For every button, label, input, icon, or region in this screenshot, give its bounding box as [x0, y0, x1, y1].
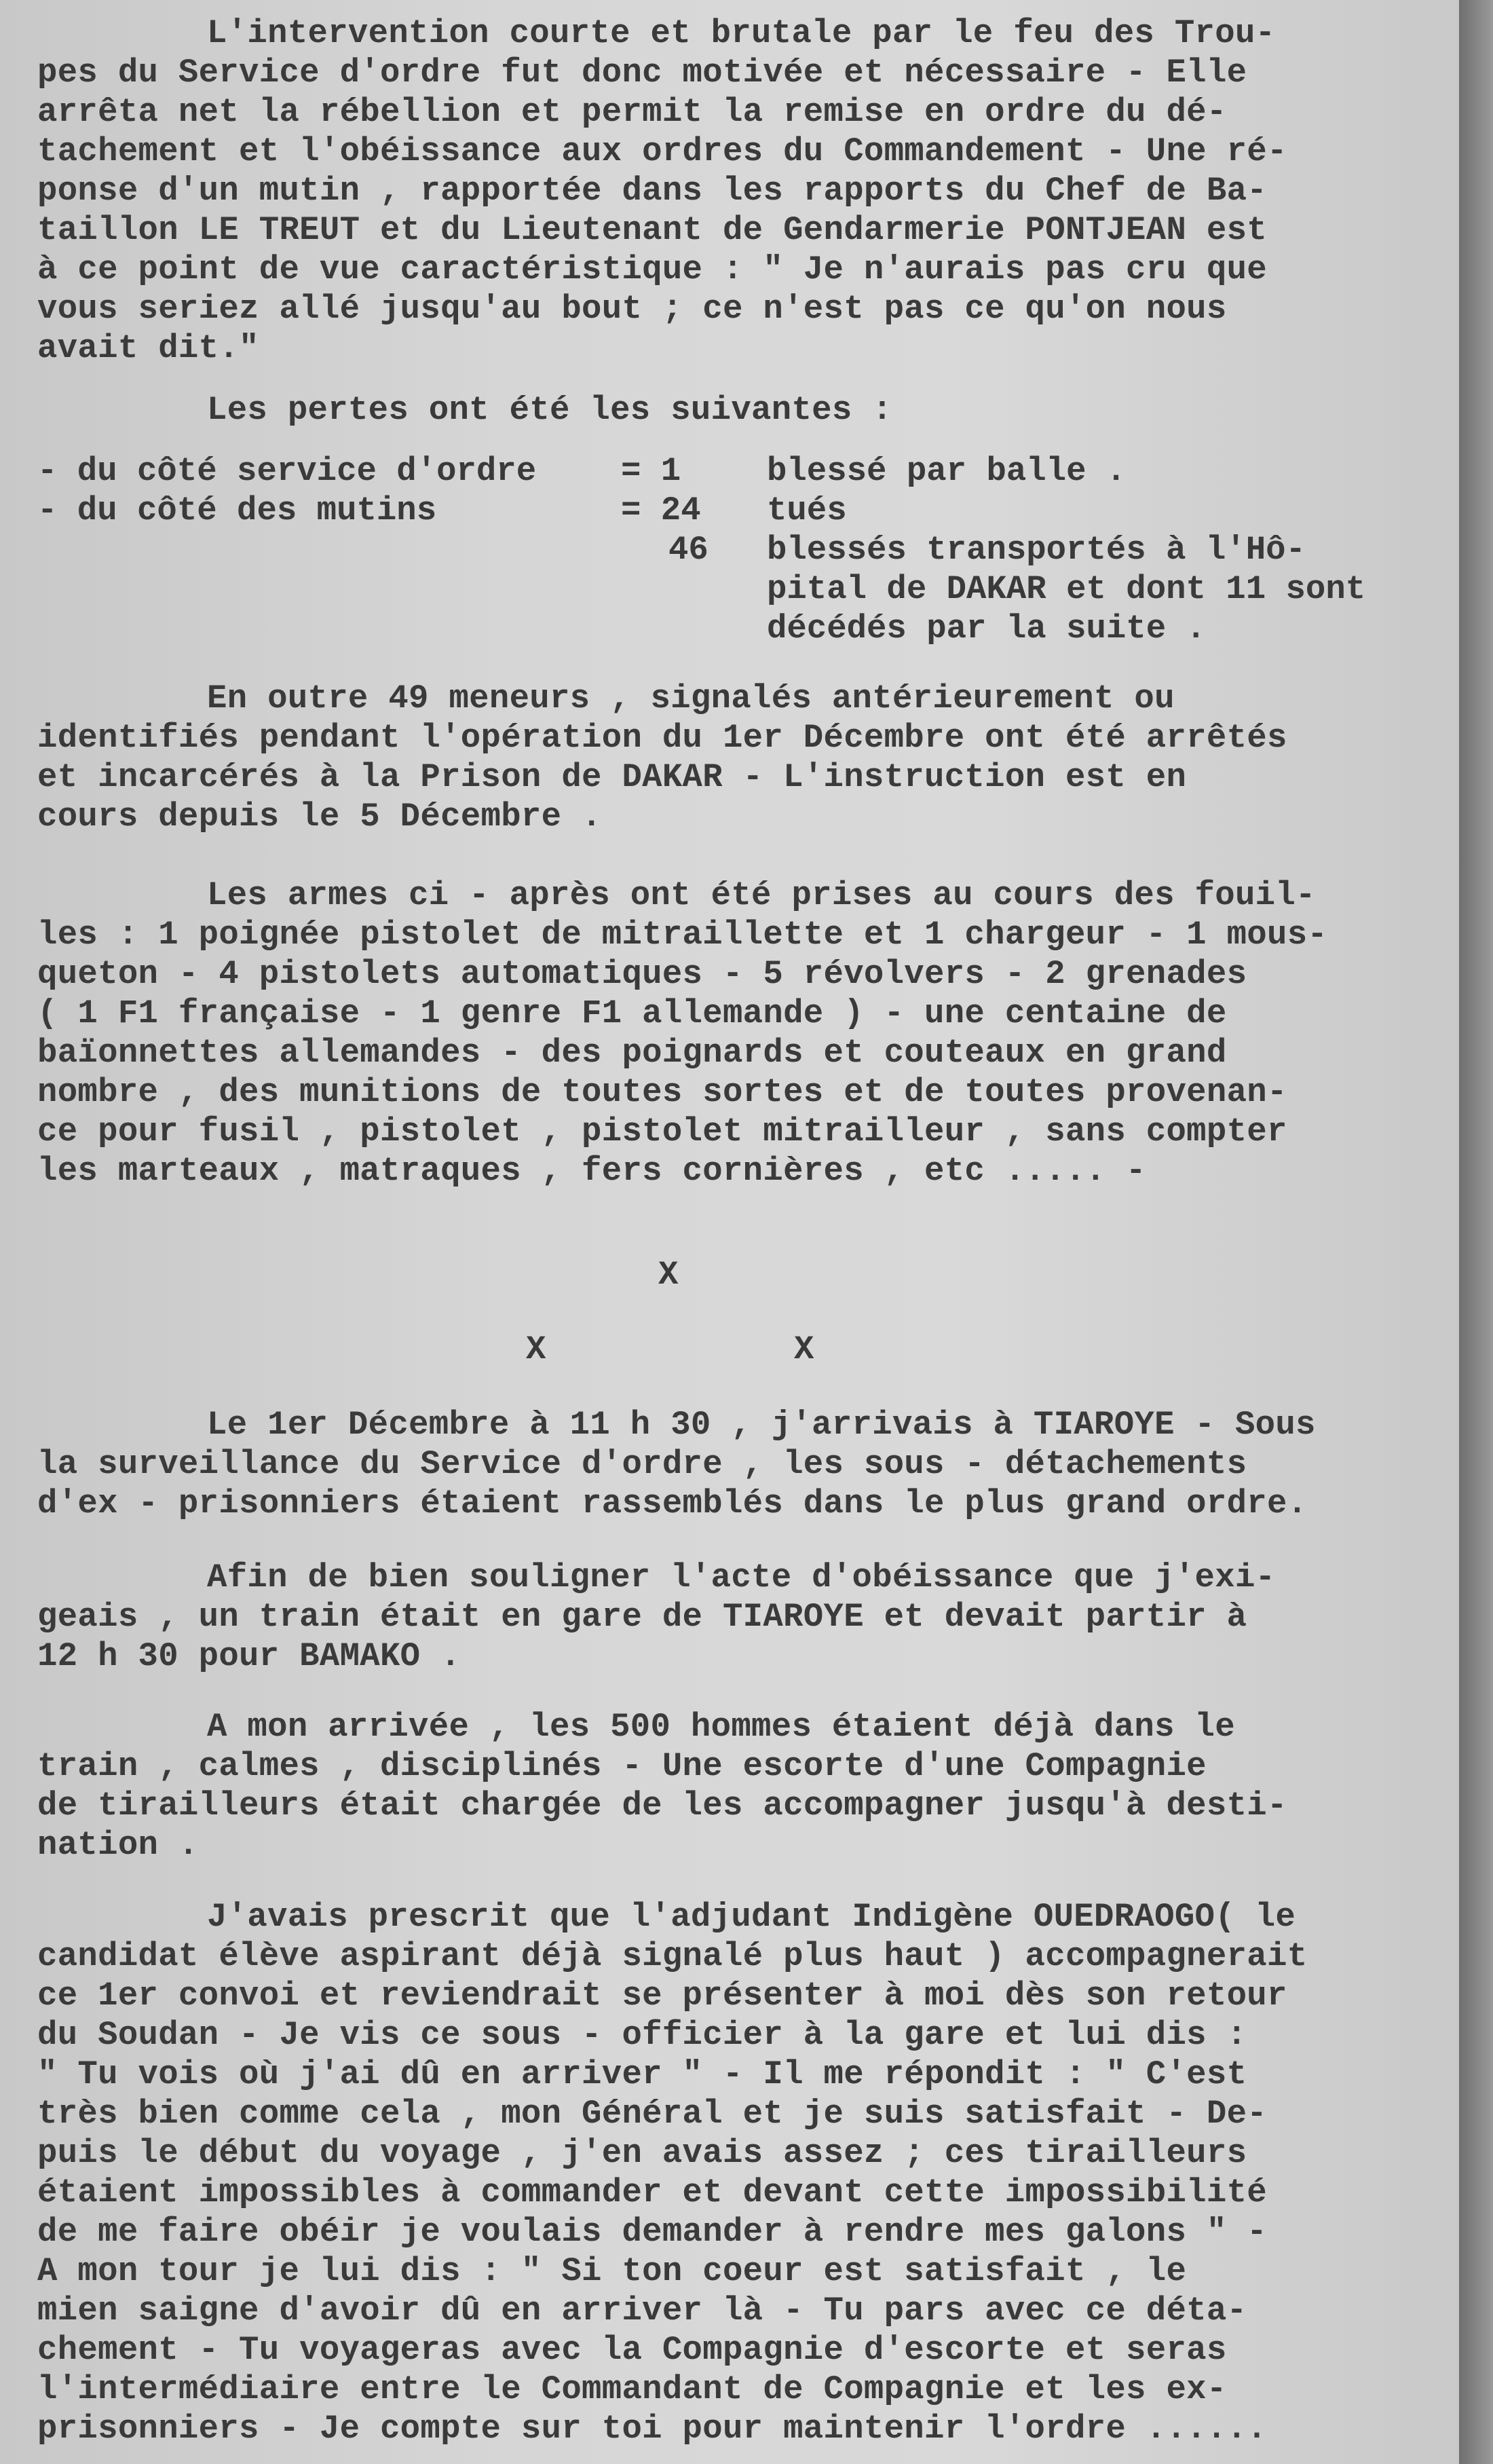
text-line: les : 1 poignée pistolet de mitraillette et 1 chargeur - 1 mous-	[37, 916, 1328, 954]
paragraph-arrival	[37, 1405, 1442, 1523]
text-line: et incarcérés à la Prison de DAKAR - L'instruction est en	[37, 758, 1187, 796]
paragraph-intervention	[37, 14, 1442, 368]
text-line: chement - Tu voyageras avec la Compagnie d'escorte et seras	[37, 2331, 1227, 2369]
loss-count: = 24	[621, 491, 701, 529]
text-line: étaient impossibles à commander et devant cette impossibilité	[37, 2173, 1267, 2211]
text-line: " Tu vois où j'ai dû en arriver " - Il me répondit : " C'est	[37, 2055, 1247, 2093]
losses-intro	[37, 390, 1442, 430]
loss-desc: blessés transportés à l'Hô-	[767, 531, 1306, 569]
text-line: Les pertes ont été les suivantes :	[207, 391, 892, 429]
loss-row	[37, 451, 1442, 491]
loss-desc: blessé par balle .	[767, 452, 1127, 490]
loss-desc: décédés par la suite .	[767, 610, 1206, 648]
text-line: baïonnettes allemandes - des poignards et couteaux en grand	[37, 1034, 1227, 1072]
losses-table	[37, 451, 1442, 648]
separator-mark-right: X	[794, 1330, 814, 1368]
page-edge	[1459, 0, 1493, 2464]
loss-row	[37, 609, 1442, 648]
text-line: 12 h 30 pour BAMAKO .	[37, 1637, 461, 1675]
text-line: ce 1er convoi et reviendrait se présenter à moi dès son retour	[37, 1977, 1287, 2015]
text-line: avait dit."	[37, 329, 259, 367]
text-line: de tirailleurs était chargée de les accompagner jusqu'à desti-	[37, 1787, 1287, 1825]
text-line: cours depuis le 5 Décembre .	[37, 798, 602, 836]
text-line: ( 1 F1 française - 1 genre F1 allemande ) - une centaine de	[37, 994, 1227, 1032]
text-line: l'intermédiaire entre le Commandant de Compagnie et les ex-	[37, 2370, 1227, 2408]
text-line: identifiés pendant l'opération du 1er Décembre ont été arrêtés	[37, 719, 1287, 757]
text-line: queton - 4 pistolets automatiques - 5 révolvers - 2 grenades	[37, 955, 1247, 993]
text-line: ponse d'un mutin , rapportée dans les rapports du Chef de Ba-	[37, 172, 1267, 210]
text-line: ce pour fusil , pistolet , pistolet mitrailleur , sans compter	[37, 1113, 1287, 1151]
paragraph-weapons	[37, 876, 1442, 1191]
text-line: En outre 49 meneurs , signalés antérieurement ou	[207, 679, 1175, 717]
text-line: les marteaux , matraques , fers cornières , etc ..... -	[37, 1152, 1146, 1190]
text-line: très bien comme cela , mon Général et je suis satisfait - De-	[37, 2095, 1267, 2133]
text-line: vous seriez allé jusqu'au bout ; ce n'est pas ce qu'on nous	[37, 290, 1227, 328]
text-line: du Soudan - Je vis ce sous - officier à la gare et lui dis :	[37, 2016, 1247, 2054]
separator-mark-top: X	[658, 1256, 679, 1294]
text-line: pes du Service d'ordre fut donc motivée et nécessaire - Elle	[37, 54, 1247, 92]
text-line: train , calmes , disciplinés - Une escorte d'une Compagnie	[37, 1747, 1207, 1785]
text-line: mien saigne d'avoir dû en arriver là - Tu pars avec ce déta-	[37, 2292, 1247, 2330]
text-line: A mon arrivée , les 500 hommes étaient déjà dans le	[207, 1708, 1235, 1746]
text-line: Afin de bien souligner l'acte d'obéissance que j'exi-	[207, 1558, 1276, 1597]
text-line: de me faire obéir je voulais demander à rendre mes galons " -	[37, 2213, 1267, 2251]
text-line: la surveillance du Service d'ordre , les sous - détachements	[37, 1445, 1247, 1483]
text-line: à ce point de vue caractéristique : " Je n'aurais pas cru que	[37, 250, 1267, 288]
loss-side: - du côté des mutins	[37, 491, 437, 529]
text-line: prisonniers - Je compte sur toi pour maintenir l'ordre ......	[37, 2410, 1267, 2448]
text-line: J'avais prescrit que l'adjudant Indigène OUEDRAOGO( le	[207, 1898, 1296, 1936]
text-line: taillon LE TREUT et du Lieutenant de Gendarmerie PONTJEAN est	[37, 211, 1267, 249]
text-line: nombre , des munitions de toutes sortes et de toutes provenan-	[37, 1073, 1287, 1111]
text-line: L'intervention courte et brutale par le feu des Trou-	[207, 14, 1276, 52]
loss-desc: pital de DAKAR et dont 11 sont	[767, 570, 1366, 608]
text-line: Les armes ci - après ont été prises au cours des fouil-	[207, 876, 1316, 914]
text-line: tachement et l'obéissance aux ordres du Commandement - Une ré-	[37, 132, 1287, 170]
text-line: d'ex - prisonniers étaient rassemblés dans le plus grand ordre.	[37, 1485, 1308, 1523]
text-line: arrêta net la rébellion et permit la remise en ordre du dé-	[37, 93, 1227, 131]
text-line: candidat élève aspirant déjà signalé plus haut ) accompagnerait	[37, 1937, 1308, 1975]
loss-row	[37, 570, 1442, 609]
separator-mark-left: X	[526, 1330, 546, 1368]
text-line: geais , un train était en gare de TIAROYE et devait partir à	[37, 1598, 1247, 1636]
paragraph-escort	[37, 1707, 1442, 1865]
loss-count: = 1	[621, 452, 681, 490]
loss-row	[37, 491, 1442, 530]
text-line: nation .	[37, 1826, 199, 1864]
loss-desc: tués	[767, 491, 847, 529]
text-line: A mon tour je lui dis : " Si ton coeur est satisfait , le	[37, 2252, 1187, 2290]
text-line: puis le début du voyage , j'en avais assez ; ces tirailleurs	[37, 2134, 1247, 2172]
paragraph-ouedraogo	[37, 1897, 1442, 2448]
loss-count: 46	[668, 531, 708, 569]
paragraph-train	[37, 1558, 1442, 1676]
text-line: Le 1er Décembre à 11 h 30 , j'arrivais à TIAROYE - Sous	[207, 1406, 1316, 1444]
loss-side: - du côté service d'ordre	[37, 452, 537, 490]
loss-row	[37, 530, 1442, 570]
paragraph-arrests	[37, 679, 1442, 836]
